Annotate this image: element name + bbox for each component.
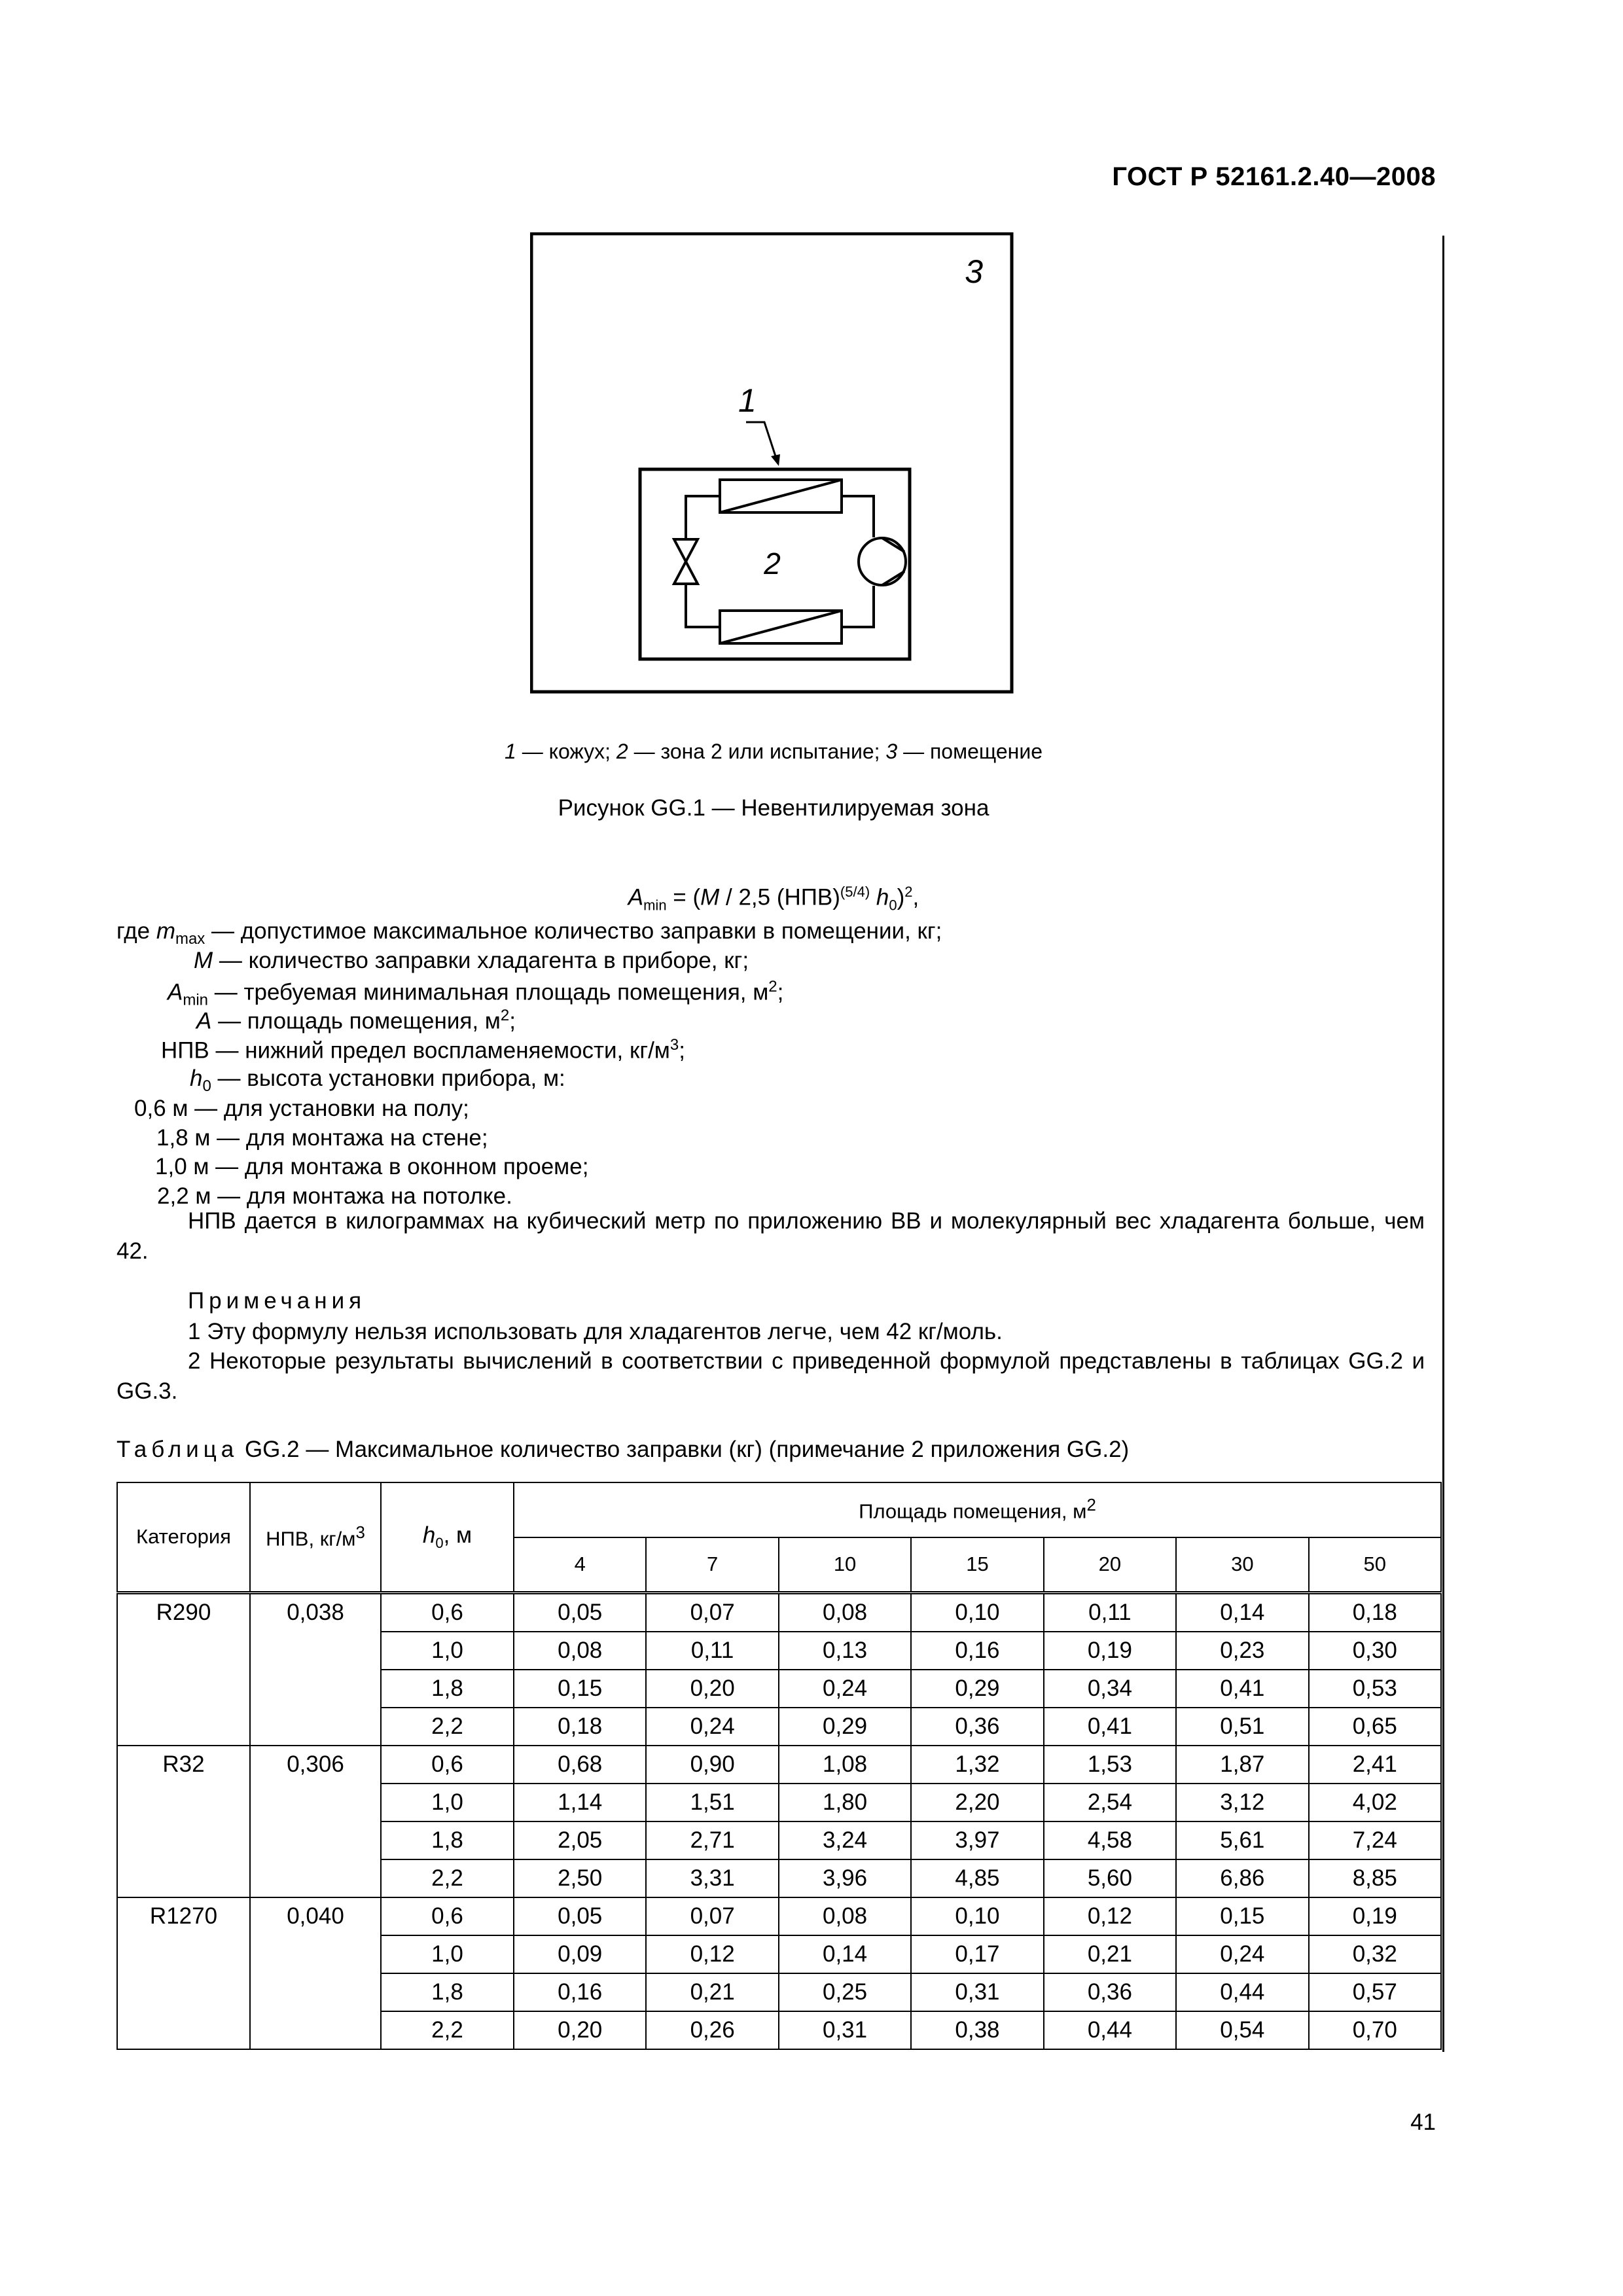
cell-height: 1,0 bbox=[381, 1935, 514, 1973]
cell-value: 0,16 bbox=[514, 1973, 646, 2011]
cell-value: 0,11 bbox=[646, 1632, 778, 1670]
note-1: 1 Эту формулу нельзя использовать для хладагентов легче, чем 42 кг/моль. bbox=[188, 1319, 1003, 1344]
cell-value: 0,12 bbox=[1044, 1897, 1176, 1935]
cell-value: 0,18 bbox=[1309, 1592, 1441, 1632]
cell-npv: 0,040 bbox=[250, 1897, 381, 2049]
cell-value: 0,19 bbox=[1309, 1897, 1441, 1935]
figure-caption: Рисунок GG.1 — Невентилируемая зона bbox=[558, 795, 990, 821]
cell-height: 0,6 bbox=[381, 1897, 514, 1935]
cell-value: 0,38 bbox=[911, 2011, 1043, 2049]
cell-value: 0,12 bbox=[646, 1935, 778, 1973]
cell-value: 3,96 bbox=[779, 1859, 911, 1897]
cell-value: 0,11 bbox=[1044, 1592, 1176, 1632]
cell-value: 6,86 bbox=[1176, 1859, 1308, 1897]
cell-value: 2,41 bbox=[1309, 1746, 1441, 1784]
cell-value: 0,41 bbox=[1044, 1708, 1176, 1746]
cell-height: 1,0 bbox=[381, 1784, 514, 1821]
height-window: 1,0 м — для монтажа в оконном проеме; bbox=[155, 1154, 589, 1179]
cell-category: R1270 bbox=[117, 1897, 250, 2049]
cell-value: 0,24 bbox=[779, 1670, 911, 1708]
cell-value: 0,14 bbox=[779, 1935, 911, 1973]
cell-value: 1,51 bbox=[646, 1784, 778, 1821]
cell-value: 8,85 bbox=[1309, 1859, 1441, 1897]
cell-value: 7,24 bbox=[1309, 1821, 1441, 1859]
definition-h0: $h_0$ — высота установки прибора, м: bbox=[190, 1066, 565, 1095]
cell-value: 0,29 bbox=[911, 1670, 1043, 1708]
cell-value: 0,18 bbox=[514, 1708, 646, 1746]
cell-value: 0,41 bbox=[1176, 1670, 1308, 1708]
cell-value: 0,57 bbox=[1309, 1973, 1441, 2011]
cell-value: 3,97 bbox=[911, 1821, 1043, 1859]
cell-value: 5,61 bbox=[1176, 1821, 1308, 1859]
enclosure-leader-arrow bbox=[746, 422, 780, 466]
cell-value: 0,65 bbox=[1309, 1708, 1441, 1746]
cell-npv: 0,038 bbox=[250, 1592, 381, 1746]
cell-height: 1,8 bbox=[381, 1821, 514, 1859]
cell-value: 0,10 bbox=[911, 1592, 1043, 1632]
room-outline bbox=[531, 234, 1012, 692]
cell-value: 0,21 bbox=[646, 1973, 778, 2011]
compressor-icon bbox=[859, 538, 906, 585]
cell-value: 4,85 bbox=[911, 1859, 1043, 1897]
cell-value: 0,10 bbox=[911, 1897, 1043, 1935]
definition-mmax: где $m_{max}$ — допустимое максимальное количество заправки в помещении, кг; bbox=[116, 918, 942, 948]
header-category: Категория bbox=[117, 1482, 250, 1592]
cell-value: 3,31 bbox=[646, 1859, 778, 1897]
header-area-value: 20 bbox=[1044, 1537, 1176, 1592]
height-floor: 0,6 м — для установки на полу; bbox=[134, 1096, 469, 1121]
cell-value: 0,20 bbox=[514, 2011, 646, 2049]
notes-heading: Примечания bbox=[188, 1288, 366, 1314]
cell-value: 1,87 bbox=[1176, 1746, 1308, 1784]
definition-npv: НПВ — нижний предел воспламеняемости, $кг/м^3$; bbox=[161, 1036, 685, 1064]
cell-value: 0,14 bbox=[1176, 1592, 1308, 1632]
cell-value: 0,23 bbox=[1176, 1632, 1308, 1670]
cell-value: 4,02 bbox=[1309, 1784, 1441, 1821]
table-row bbox=[117, 1897, 1441, 1935]
expansion-valve-icon bbox=[674, 539, 698, 584]
cell-height: 1,8 bbox=[381, 1670, 514, 1708]
header-height: $h_0$, м bbox=[381, 1482, 514, 1592]
header-area-value: 15 bbox=[911, 1537, 1043, 1592]
header-area-value: 4 bbox=[514, 1537, 646, 1592]
cell-category: R32 bbox=[117, 1746, 250, 1897]
definition-A: A — площадь помещения, $м^2$; bbox=[196, 1007, 516, 1034]
cell-npv: 0,306 bbox=[250, 1746, 381, 1897]
header-area-value: 50 bbox=[1309, 1537, 1441, 1592]
header-room-area: Площадь помещения, $м^2$ bbox=[514, 1482, 1441, 1537]
cell-value: 0,44 bbox=[1176, 1973, 1308, 2011]
cell-value: 1,53 bbox=[1044, 1746, 1176, 1784]
cell-height: 1,8 bbox=[381, 1973, 514, 2011]
table-row bbox=[117, 1592, 1441, 1632]
cell-value: 0,07 bbox=[646, 1897, 778, 1935]
cell-value: 0,44 bbox=[1044, 2011, 1176, 2049]
cell-value: 0,21 bbox=[1044, 1935, 1176, 1973]
charge-table bbox=[116, 1482, 1442, 2050]
cell-value: 0,54 bbox=[1176, 2011, 1308, 2049]
document-number: ГОСТ Р 52161.2.40—2008 bbox=[1112, 162, 1436, 191]
cell-value: 0,24 bbox=[1176, 1935, 1308, 1973]
height-ceiling: 2,2 м — для монтажа на потолке. bbox=[157, 1183, 512, 1209]
cell-value: 1,32 bbox=[911, 1746, 1043, 1784]
cell-value: 0,07 bbox=[646, 1592, 778, 1632]
cell-height: 0,6 bbox=[381, 1592, 514, 1632]
cell-value: 2,50 bbox=[514, 1859, 646, 1897]
cell-value: 2,20 bbox=[911, 1784, 1043, 1821]
cell-value: 0,19 bbox=[1044, 1632, 1176, 1670]
formula: $A_{min} = (M / 2,5$ (НПВ)$^{(5/4)}$ $h_0)^2$, bbox=[628, 884, 919, 914]
cell-value: 0,09 bbox=[514, 1935, 646, 1973]
cell-value: 0,20 bbox=[646, 1670, 778, 1708]
cell-value: 0,16 bbox=[911, 1632, 1043, 1670]
cell-value: 2,05 bbox=[514, 1821, 646, 1859]
cell-value: 0,15 bbox=[514, 1670, 646, 1708]
cell-value: 0,36 bbox=[911, 1708, 1043, 1746]
cell-value: 0,26 bbox=[646, 2011, 778, 2049]
cell-value: 0,51 bbox=[1176, 1708, 1308, 1746]
cell-value: 0,08 bbox=[779, 1592, 911, 1632]
header-area-value: 10 bbox=[779, 1537, 911, 1592]
cell-value: 0,31 bbox=[779, 2011, 911, 2049]
cell-value: 0,36 bbox=[1044, 1973, 1176, 2011]
cell-value: 0,30 bbox=[1309, 1632, 1441, 1670]
cell-value: 3,24 bbox=[779, 1821, 911, 1859]
cell-value: 3,12 bbox=[1176, 1784, 1308, 1821]
definition-Amin: $A_{min}$ — требуемая минимальная площадь помещения, $м^2$; bbox=[168, 978, 784, 1009]
cell-height: 1,0 bbox=[381, 1632, 514, 1670]
zone-label: 2 bbox=[764, 547, 781, 581]
header-area-value: 7 bbox=[646, 1537, 778, 1592]
cell-value: 0,34 bbox=[1044, 1670, 1176, 1708]
cell-value: 4,58 bbox=[1044, 1821, 1176, 1859]
cell-height: 2,2 bbox=[381, 1859, 514, 1897]
cell-value: 0,13 bbox=[779, 1632, 911, 1670]
cell-value: 0,68 bbox=[514, 1746, 646, 1784]
cell-value: 0,08 bbox=[514, 1632, 646, 1670]
table-row bbox=[117, 1746, 1441, 1784]
refrigerant-circuit bbox=[674, 480, 906, 643]
cell-value: 1,14 bbox=[514, 1784, 646, 1821]
cell-value: 0,08 bbox=[779, 1897, 911, 1935]
cell-value: 0,24 bbox=[646, 1708, 778, 1746]
cell-value: 2,71 bbox=[646, 1821, 778, 1859]
cell-value: 0,25 bbox=[779, 1973, 911, 2011]
cell-value: 0,05 bbox=[514, 1897, 646, 1935]
cell-value: 1,80 bbox=[779, 1784, 911, 1821]
cell-value: 0,53 bbox=[1309, 1670, 1441, 1708]
cell-height: 0,6 bbox=[381, 1746, 514, 1784]
npv-note-paragraph: НПВ дается в килограммах на кубический метр по приложению ВВ и молекулярный вес хладагента больше, чем 42. bbox=[116, 1208, 1425, 1264]
height-wall: 1,8 м — для монтажа на стене; bbox=[156, 1125, 488, 1151]
figure-unventilated-zone bbox=[530, 232, 1027, 710]
cell-value: 5,60 bbox=[1044, 1859, 1176, 1897]
page-number: 41 bbox=[1410, 2109, 1436, 2135]
cell-value: 0,29 bbox=[779, 1708, 911, 1746]
header-npv: НПВ, $кг/м^3$ bbox=[250, 1482, 381, 1592]
cell-height: 2,2 bbox=[381, 1708, 514, 1746]
room-label: 3 bbox=[965, 253, 983, 290]
cell-value: 0,90 bbox=[646, 1746, 778, 1784]
margin-rule bbox=[1442, 236, 1444, 2052]
cell-value: 0,70 bbox=[1309, 2011, 1441, 2049]
figure-legend: 1 — кожух; 2 — зона 2 или испытание; 3 — помещение bbox=[505, 740, 1043, 763]
cell-value: 0,31 bbox=[911, 1973, 1043, 2011]
cell-value: 0,15 bbox=[1176, 1897, 1308, 1935]
cell-value: 0,17 bbox=[911, 1935, 1043, 1973]
cell-value: 2,54 bbox=[1044, 1784, 1176, 1821]
note-2: 2 Некоторые результаты вычислений в соответствии с приведенной формулой представлены в таблицах GG.2 и GG.3. bbox=[116, 1348, 1425, 1404]
cell-value: 0,05 bbox=[514, 1592, 646, 1632]
enclosure-label: 1 bbox=[738, 382, 757, 419]
table-title: Таблица GG.2 — Максимальное количество заправки (кг) (примечание 2 приложения GG.2) bbox=[116, 1437, 1130, 1462]
header-area-value: 30 bbox=[1176, 1537, 1308, 1592]
cell-value: 0,32 bbox=[1309, 1935, 1441, 1973]
cell-category: R290 bbox=[117, 1592, 250, 1746]
cell-height: 2,2 bbox=[381, 2011, 514, 2049]
cell-value: 1,08 bbox=[779, 1746, 911, 1784]
definition-M: M — количество заправки хладагента в приборе, кг; bbox=[194, 948, 749, 973]
